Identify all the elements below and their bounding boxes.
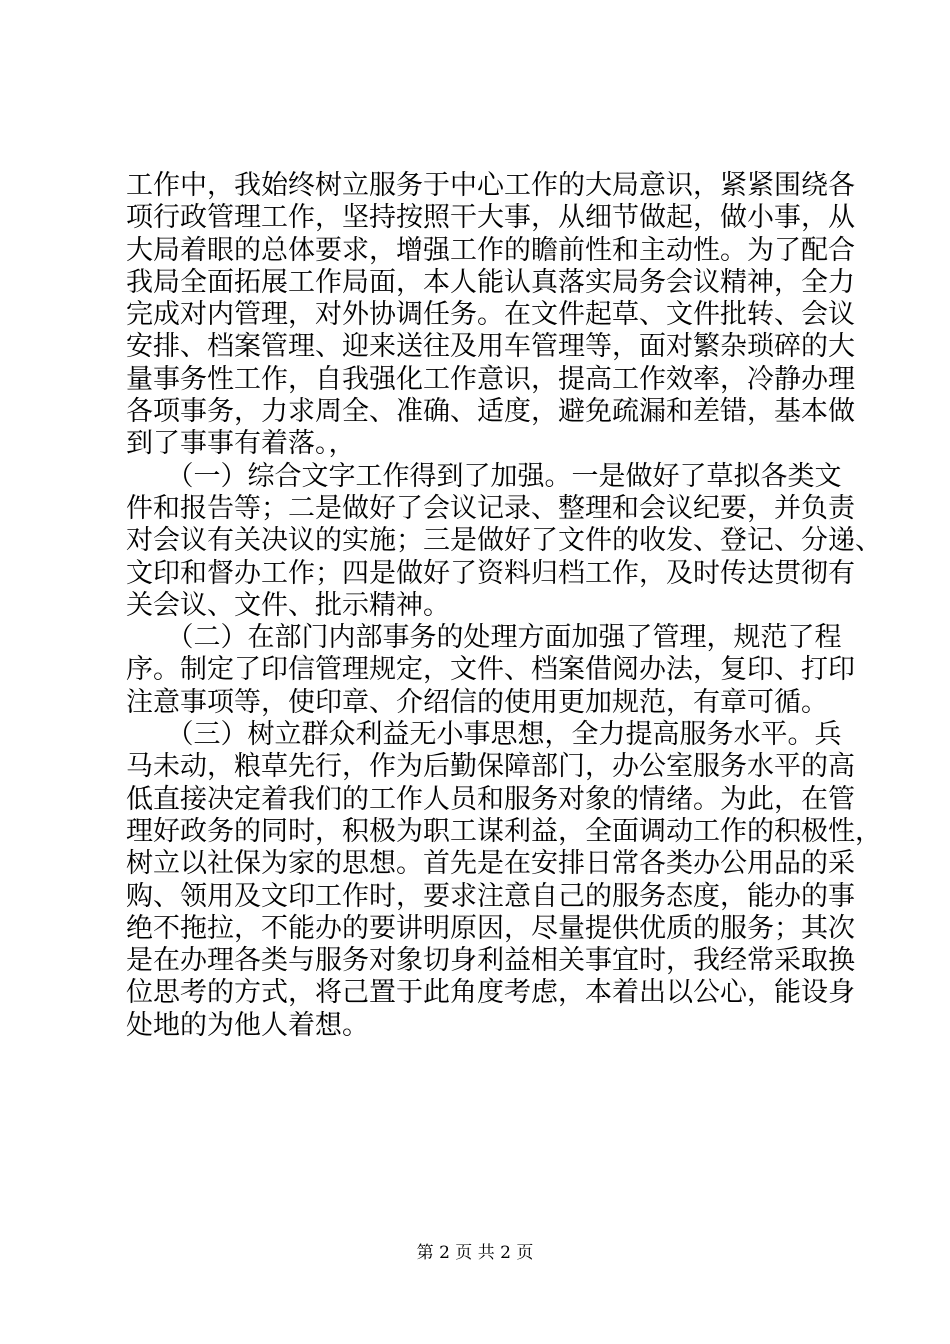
document-body	[126, 170, 882, 1042]
text-line: 是在办理各类与服务对象切身利益相关事宜时，我经常采取换	[126, 945, 855, 977]
text-line: 对会议有关决议的实施；三是做好了文件的收发、登记、分递、	[126, 525, 882, 557]
text-line: 树立以社保为家的思想。首先是在安排日常各类办公用品的采	[126, 848, 855, 880]
text-line: 安排、档案管理、迎来送往及用车管理等，面对繁杂琐碎的大	[126, 331, 855, 363]
text-line: 序。制定了印信管理规定，文件、档案借阅办法，复印、打印	[126, 654, 855, 686]
text-line: 购、领用及文印工作时，要求注意自己的服务态度，能办的事	[126, 880, 855, 912]
text-line: 理好政务的同时，积极为职工谋利益，全面调动工作的积极性，	[126, 815, 882, 847]
text-line: 量事务性工作，自我强化工作意识，提高工作效率，冷静办理	[126, 363, 855, 395]
text-line: （一）综合文字工作得到了加强。一是做好了草拟各类文	[126, 460, 842, 492]
page-number-footer: 第 2 页 共 2 页	[416, 1243, 534, 1263]
text-line: 文印和督办工作；四是做好了资料归档工作，及时传达贯彻有	[126, 557, 855, 589]
text-line: 件和报告等；二是做好了会议记录、整理和会议纪要，并负责	[126, 492, 855, 524]
text-line: 注意事项等，使印章、介绍信的使用更加规范，有章可循。	[126, 686, 828, 718]
text-line: 马未动，粮草先行，作为后勤保障部门，办公室服务水平的高	[126, 751, 855, 783]
text-line: 工作中，我始终树立服务于中心工作的大局意识，紧紧围绕各	[126, 170, 855, 201]
text-line: 绝不拖拉，不能办的要讲明原因，尽量提供优质的服务；其次	[126, 912, 855, 944]
text-line: 低直接决定着我们的工作人员和服务对象的情绪。为此，在管	[126, 783, 855, 815]
text-line: （二）在部门内部事务的处理方面加强了管理，规范了程	[126, 622, 842, 654]
text-line: 项行政管理工作，坚持按照干大事，从细节做起，做小事，从	[126, 202, 855, 234]
text-line: 各项事务，力求周全、准确、适度，避免疏漏和差错，基本做	[126, 396, 855, 428]
text-line: （三）树立群众利益无小事思想，全力提高服务水平。兵	[126, 719, 842, 751]
text-line: 位思考的方式，将己置于此角度考虑，本着出以公心，能设身	[126, 977, 855, 1009]
text-line: 完成对内管理，对外协调任务。在文件起草、文件批转、会议	[126, 299, 855, 331]
text-line: 我局全面拓展工作局面，本人能认真落实局务会议精神，全力	[126, 266, 855, 298]
text-line: 到了事事有着落。，	[126, 428, 356, 460]
text-line: 关会议、文件、批示精神。	[126, 589, 450, 621]
text-line: 处地的为他人着想。	[126, 1009, 369, 1041]
text-line: 大局着眼的总体要求，增强工作的瞻前性和主动性。为了配合	[126, 234, 855, 266]
